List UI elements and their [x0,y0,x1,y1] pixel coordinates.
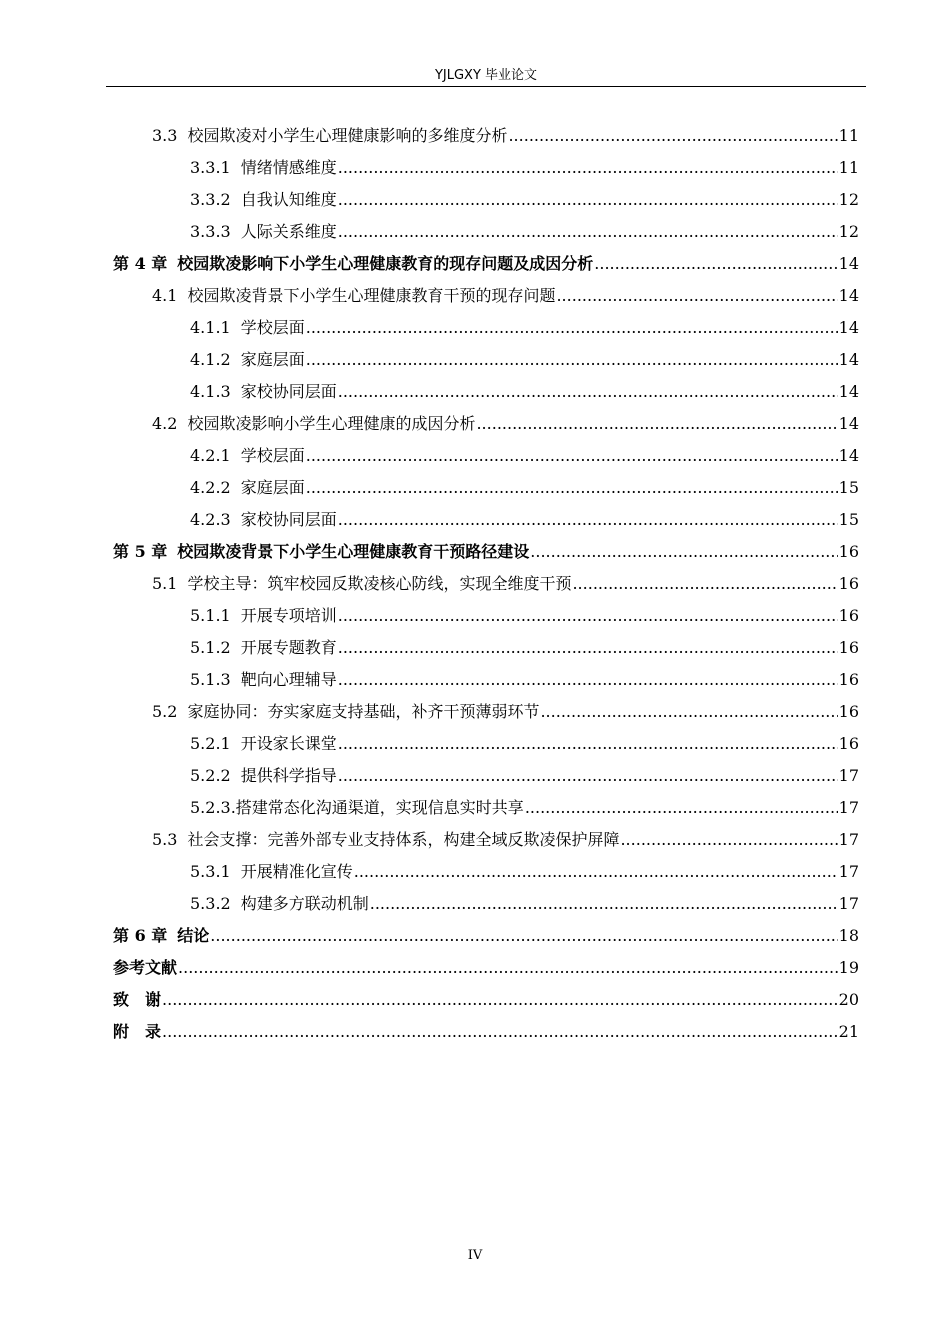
toc-entry-number: 4.1.3 [190,382,231,401]
toc-entry[interactable] [190,310,859,338]
toc-entry-title: 情绪情感维度 [240,158,337,177]
toc-entry-title: 开展专项培训 [240,606,337,625]
toc-entry-number: 3.3 [152,126,178,145]
toc-entry-page: 17 [838,798,859,817]
toc-entry[interactable] [152,694,859,722]
toc-entry[interactable] [152,118,859,146]
toc-entry-title: 开展专题教育 [240,638,337,657]
toc-entry-page: 14 [838,446,859,465]
toc-entry-title: 校园欺凌影响小学生心理健康的成因分析 [187,414,476,433]
toc-entry-title: 家校协同层面 [240,510,337,529]
toc-entry-title: 开展精准化宣传 [240,862,353,881]
toc-entry[interactable] [190,886,859,914]
toc-dot-leader [338,510,838,530]
toc-entry-number: 3.3.2 [190,190,231,209]
toc-entry-number: 第 6 章 [113,926,168,945]
toc-entry-page: 14 [838,286,859,305]
toc-entry-page: 16 [838,734,859,753]
toc-entry-page: 16 [838,670,859,689]
toc-dot-leader [556,286,837,306]
toc-entry[interactable] [190,150,859,178]
toc-entry-page: 15 [838,478,859,497]
toc-entry-number: 5.1.3 [190,670,231,689]
toc-entry-number: 3.3.3 [190,222,231,241]
toc-entry-number: 5.3.1 [190,862,231,881]
toc-dot-leader [508,126,837,146]
toc-entry-page: 14 [838,414,859,433]
toc-dot-leader [306,446,838,466]
toc-entry-page: 17 [838,766,859,785]
toc-entry-title: 家校协同层面 [240,382,337,401]
toc-entry-title: 校园欺凌影响下小学生心理健康教育的现存问题及成因分析 [177,254,594,273]
toc-entry[interactable] [190,758,859,786]
toc-entry[interactable] [190,790,859,818]
toc-entry[interactable] [190,726,859,754]
toc-entry-title: 提供科学指导 [240,766,337,785]
toc-entry-title: 靶向心理辅导 [240,670,337,689]
toc-dot-leader [572,574,837,594]
toc-entry-page: 16 [838,702,859,721]
toc-entry-page: 12 [838,222,859,241]
toc-dot-leader [338,222,838,242]
toc-entry-number: 5.3 [152,830,178,849]
toc-entry-page: 14 [838,318,859,337]
header-rule [106,86,866,87]
toc-entry[interactable] [190,374,859,402]
toc-dot-leader [338,766,838,786]
toc-entry-number: 5.2.1 [190,734,231,753]
toc-entry-page: 11 [838,126,859,145]
toc-entry-number: 第 5 章 [113,542,168,561]
toc-entry-number: 4.2.2 [190,478,231,497]
toc-dot-leader [162,990,838,1010]
toc-entry-number: 4.2 [152,414,178,433]
toc-entry[interactable] [190,854,859,882]
toc-dot-leader [210,926,837,946]
toc-entry[interactable] [113,246,859,274]
toc-entry[interactable] [113,950,859,978]
toc-dot-leader [338,158,838,178]
toc-entry-title: 附 录 [113,1022,162,1041]
toc-entry[interactable] [190,630,859,658]
toc-entry[interactable] [190,342,859,370]
toc-entry-page: 14 [838,254,859,273]
toc-entry-page: 20 [838,990,859,1009]
toc-entry[interactable] [113,918,859,946]
toc-dot-leader [338,606,838,626]
toc-entry[interactable] [190,470,859,498]
toc-entry-page: 15 [838,510,859,529]
toc-dot-leader [525,798,838,818]
toc-dot-leader [338,670,838,690]
toc-entry-title: 学校层面 [240,446,305,465]
toc-entry-number: 5.1.2 [190,638,231,657]
toc-entry-title: 校园欺凌背景下小学生心理健康教育干预路径建设 [177,542,530,561]
toc-entry-page: 11 [838,158,859,177]
toc-entry-page: 12 [838,190,859,209]
toc-dot-leader [338,638,838,658]
toc-entry-number: 5.1.1 [190,606,231,625]
toc-entry-title: 学校主导：筑牢校园反欺凌核心防线，实现全维度干预 [187,574,572,593]
page-header: YJLGXY 毕业论文 [434,68,538,83]
toc-entry[interactable] [190,182,859,210]
toc-entry-title: 结论 [177,926,210,945]
toc-entry-number: 5.1 [152,574,178,593]
toc-entry[interactable] [152,406,859,434]
toc-entry[interactable] [190,438,859,466]
toc-entry-title: 家庭协同：夯实家庭支持基础，补齐干预薄弱环节 [187,702,540,721]
toc-entry[interactable] [113,982,859,1010]
toc-dot-leader [594,254,837,274]
toc-dot-leader [476,414,837,434]
toc-dot-leader [540,702,837,722]
toc-dot-leader [620,830,837,850]
toc-entry-number: 5.3.2 [190,894,231,913]
toc-entry-page: 14 [838,350,859,369]
toc-entry-title: 5.2.3.搭建常态化沟通渠道，实现信息实时共享 [190,798,524,817]
toc-entry-page: 21 [838,1022,859,1041]
toc-entry-title: 参考文献 [113,958,178,977]
toc-entry-number: 5.2.2 [190,766,231,785]
toc-entry-title: 家庭层面 [240,350,305,369]
toc-dot-leader [162,1022,838,1042]
toc-entry-title: 开设家长课堂 [240,734,337,753]
toc-entry-page: 16 [838,606,859,625]
toc-entry-number: 4.1.1 [190,318,231,337]
toc-entry-title: 致 谢 [113,990,162,1009]
toc-dot-leader [306,318,838,338]
toc-entry[interactable] [190,598,859,626]
toc-entry-title: 社会支撑：完善外部专业支持体系，构建全域反欺凌保护屏障 [187,830,620,849]
toc-entry-page: 16 [838,638,859,657]
toc-entry[interactable] [113,1014,859,1042]
toc-entry-page: 16 [838,574,859,593]
toc-dot-leader [338,734,838,754]
toc-entry-page: 17 [838,830,859,849]
toc-entry-page: 16 [838,542,859,561]
toc-entry-page: 17 [838,862,859,881]
toc-dot-leader [370,894,838,914]
toc-entry-page: 19 [838,958,859,977]
toc-entry[interactable] [113,534,859,562]
toc-dot-leader [338,190,838,210]
toc-entry-page: 18 [838,926,859,945]
toc-entry-title: 家庭层面 [240,478,305,497]
toc-entry-number: 4.1.2 [190,350,231,369]
page-number: IV [467,1248,483,1263]
toc-entry[interactable] [190,662,859,690]
toc-entry-number: 4.2.3 [190,510,231,529]
toc-entry-title: 校园欺凌背景下小学生心理健康教育干预的现存问题 [187,286,556,305]
toc-entry[interactable] [190,502,859,530]
toc-entry-page: 14 [838,382,859,401]
toc-entry-number: 4.2.1 [190,446,231,465]
toc-dot-leader [338,382,838,402]
toc-entry-title: 学校层面 [240,318,305,337]
toc-entry[interactable] [152,278,859,306]
toc-entry-title: 人际关系维度 [240,222,337,241]
toc-dot-leader [354,862,838,882]
toc-entry[interactable] [190,214,859,242]
toc-dot-leader [530,542,837,562]
toc-entry-number: 3.3.1 [190,158,231,177]
toc-entry-number: 4.1 [152,286,178,305]
toc-entry-title: 构建多方联动机制 [240,894,369,913]
toc-dot-leader [306,350,838,370]
toc-dot-leader [306,478,838,498]
toc-entry[interactable] [152,822,859,850]
toc-entry-number: 5.2 [152,702,178,721]
toc-entry[interactable] [152,566,859,594]
toc-entry-number: 第 4 章 [113,254,168,273]
toc-entry-title: 校园欺凌对小学生心理健康影响的多维度分析 [187,126,508,145]
toc-entry-page: 17 [838,894,859,913]
toc-dot-leader [178,958,838,978]
toc-entry-title: 自我认知维度 [240,190,337,209]
